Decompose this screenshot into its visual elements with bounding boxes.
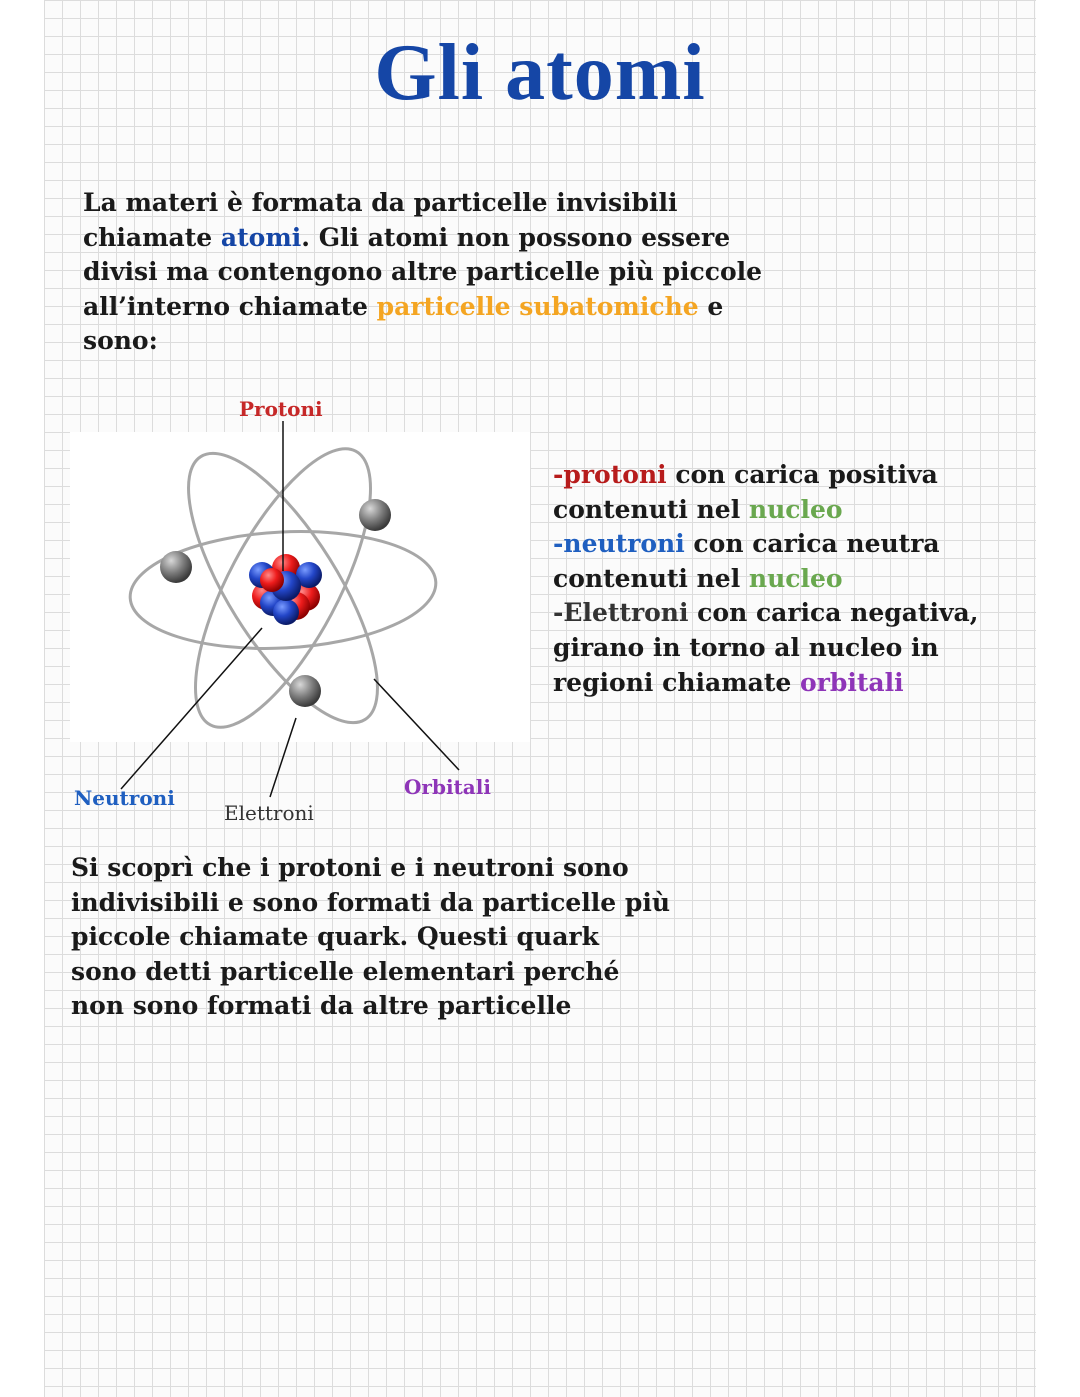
term-orbitali: orbitali: [800, 667, 904, 697]
term-protoni: protoni: [563, 460, 667, 489]
leader-orbitali: [374, 679, 459, 770]
intro-text-3: e sono:: [83, 291, 724, 356]
electron-right: [359, 499, 391, 531]
list-item-protoni: [553, 458, 1023, 527]
leader-neutroni: [121, 628, 262, 789]
dash: -: [553, 598, 564, 628]
term-nucleo: nucleo: [748, 494, 843, 524]
term-neutroni: neutroni: [563, 529, 685, 559]
dash: -: [553, 529, 564, 559]
protoni-desc: con carica positiva contenuti nel: [553, 460, 938, 524]
label-protoni: Protoni: [239, 397, 323, 421]
intro-text-2: . Gli atomi non possono essere divisi ma contengono altre particelle più piccole all’interno chiamate: [83, 222, 763, 321]
term-elettroni: Elettroni: [563, 598, 689, 628]
leader-elettroni: [270, 718, 296, 797]
dash: -: [553, 460, 564, 489]
page-title: Gli atomi: [374, 29, 706, 117]
electron-left: [160, 551, 192, 583]
nucleus: [249, 554, 322, 625]
label-neutroni: Neutroni: [74, 786, 175, 810]
list-item-elettroni: [553, 596, 1023, 700]
neutroni-desc: con carica neutra contenuti nel: [553, 529, 940, 593]
label-elettroni: Elettroni: [224, 801, 314, 825]
term-nucleo: nucleo: [748, 563, 843, 593]
electron-bottom: [289, 675, 321, 707]
elettroni-desc: con carica negativa, girano in torno al nucleo in regioni chiamate: [553, 598, 979, 697]
quark-paragraph: Si scoprì che i protoni e i neutroni sono indivisibili e sono formati da particelle più piccole chiamate quark. Questi quark sono detti particelle elementari perché non sono formati da altre particelle: [71, 853, 670, 1021]
term-particelle-subatomiche: particelle subatomiche: [376, 291, 699, 321]
term-atomi: atomi: [220, 222, 302, 252]
intro-text-1: La materi è formata da particelle invisibili chiamate: [83, 188, 678, 252]
list-item-neutroni: [553, 527, 1023, 596]
particle-list: [553, 458, 1023, 700]
label-orbitali: Orbitali: [404, 775, 491, 799]
